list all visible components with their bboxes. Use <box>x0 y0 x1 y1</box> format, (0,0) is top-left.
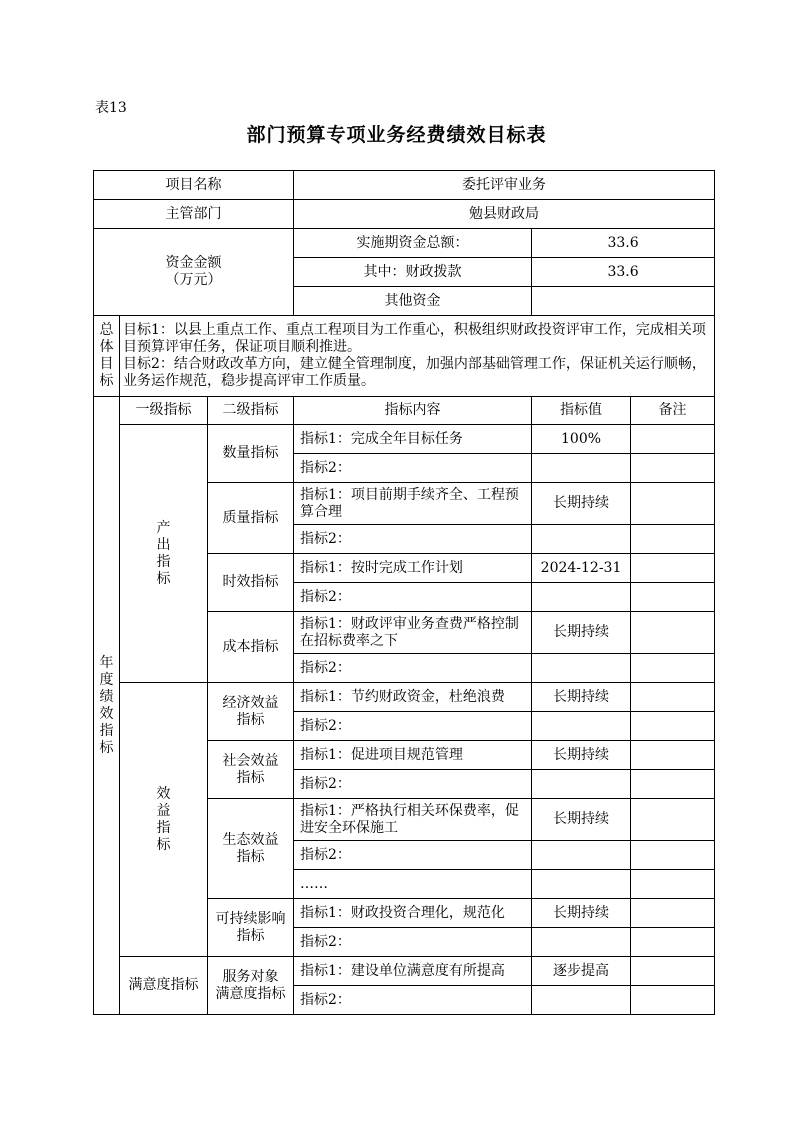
department-value: 勉县财政局 <box>294 200 715 229</box>
funds-other-label: 其他资金 <box>294 287 532 316</box>
indicator-remark <box>631 841 715 870</box>
goal-2: 目标2：结合财政改革方向，建立健全管理制度，加强内部基础管理工作，保证机关运行顺畅，业务运作规范，稳步提高评审工作质量。 <box>123 356 706 389</box>
output-label-char: 出 <box>156 536 171 553</box>
indicator-remark <box>631 741 715 770</box>
indicator-remark <box>631 654 715 683</box>
social-line1: 社会效益 <box>222 752 279 769</box>
indicator-header-row <box>94 397 715 425</box>
indicator-content: 指标2： <box>294 525 532 554</box>
goal-label-char: 目 <box>99 356 114 372</box>
output-label-char: 标 <box>156 570 171 587</box>
indicator-content: 指标1：促进项目规范管理 <box>294 741 532 770</box>
header-remark: 备注 <box>631 397 715 425</box>
social-line2: 指标 <box>236 769 265 786</box>
overall-goals-text <box>120 316 715 397</box>
benefit-label-char: 标 <box>156 836 171 853</box>
indicator-content: 指标1：严格执行相关环保费率，促进安全环保施工 <box>294 799 532 841</box>
funds-fiscal-value: 33.6 <box>532 258 715 287</box>
cost-indicator: 成本指标 <box>208 612 294 683</box>
satisfaction-indicator-label: 满意度指标 <box>120 957 208 1015</box>
output-label-char: 指 <box>156 553 171 570</box>
document-title: 部门预算专项业务经费绩效目标表 <box>246 124 547 146</box>
annual-label-char: 效 <box>99 705 114 722</box>
indicator-content: 指标2： <box>294 928 532 957</box>
indicator-content: 指标1：完成全年目标任务 <box>294 425 532 454</box>
indicator-remark <box>631 928 715 957</box>
funds-label <box>94 229 294 316</box>
indicator-value: 长期持续 <box>532 741 631 770</box>
social-indicator <box>208 741 294 799</box>
performance-target-table <box>93 170 715 1015</box>
goal-label-char: 标 <box>99 373 114 389</box>
overall-goals-label <box>94 316 120 397</box>
indicator-value: 长期持续 <box>532 612 631 654</box>
indicator-content: 指标1：按时完成工作计划 <box>294 554 532 583</box>
project-name-row <box>94 171 715 200</box>
indicator-value <box>532 841 631 870</box>
indicator-remark <box>631 712 715 741</box>
indicator-content: 指标2： <box>294 841 532 870</box>
indicator-remark <box>631 612 715 654</box>
indicator-content: 指标2： <box>294 454 532 483</box>
eco-line2: 指标 <box>236 848 265 865</box>
table-row <box>94 957 715 986</box>
indicator-remark <box>631 986 715 1015</box>
indicator-value: 100% <box>532 425 631 454</box>
indicator-value <box>532 986 631 1015</box>
funds-total-row <box>94 229 715 258</box>
indicator-value <box>532 928 631 957</box>
indicator-content: 指标1：财政投资合理化，规范化 <box>294 899 532 928</box>
indicator-content: 指标1：建设单位满意度有所提高 <box>294 957 532 986</box>
overall-goals-row <box>94 316 715 397</box>
indicator-remark <box>631 483 715 525</box>
indicator-value: 长期持续 <box>532 899 631 928</box>
benefit-label-char: 指 <box>156 819 171 836</box>
indicator-remark <box>631 454 715 483</box>
benefit-indicator-label <box>120 683 208 957</box>
annual-label-char: 指 <box>99 722 114 739</box>
sustainability-indicator <box>208 899 294 957</box>
indicator-value <box>532 525 631 554</box>
indicator-value <box>532 870 631 899</box>
funds-other-value <box>532 287 715 316</box>
indicator-content: 指标1：节约财政资金，杜绝浪费 <box>294 683 532 712</box>
indicator-remark <box>631 899 715 928</box>
indicator-value <box>532 454 631 483</box>
timeliness-indicator: 时效指标 <box>208 554 294 612</box>
goal-1: 目标1：以县上重点工作、重点工程项目为工作重心，积极组织财政投资评审工作，完成相关项目预算评审任务，保证项目顺利推进。 <box>123 322 706 355</box>
annual-label-char: 年 <box>99 654 114 671</box>
service-indicator <box>208 957 294 1015</box>
funds-label-line2: （万元） <box>165 272 222 288</box>
funds-total-label: 实施期资金总额： <box>294 229 532 258</box>
indicator-remark <box>631 799 715 841</box>
output-indicator-label <box>120 425 208 683</box>
header-value: 指标值 <box>532 397 631 425</box>
indicator-value: 逐步提高 <box>532 957 631 986</box>
funds-fiscal-label: 其中：财政拨款 <box>294 258 532 287</box>
indicator-content: 指标2： <box>294 712 532 741</box>
table-number: 表13 <box>95 100 127 116</box>
indicator-value <box>532 654 631 683</box>
goal-label-char: 体 <box>99 339 114 355</box>
service-line1: 服务对象 <box>222 968 279 985</box>
economic-indicator <box>208 683 294 741</box>
indicator-content: …… <box>294 870 532 899</box>
indicator-remark <box>631 583 715 612</box>
economic-line2: 指标 <box>236 711 265 728</box>
indicator-content: 指标1：项目前期手续齐全、工程预算合理 <box>294 483 532 525</box>
quantity-indicator: 数量指标 <box>208 425 294 483</box>
indicator-value: 长期持续 <box>532 483 631 525</box>
indicator-remark <box>631 957 715 986</box>
indicator-remark <box>631 425 715 454</box>
benefit-label-char: 效 <box>156 785 171 802</box>
indicator-remark <box>631 554 715 583</box>
funds-total-value: 33.6 <box>532 229 715 258</box>
header-level1: 一级指标 <box>120 397 208 425</box>
indicator-content: 指标2： <box>294 770 532 799</box>
header-level2: 二级指标 <box>208 397 294 425</box>
indicator-value: 长期持续 <box>532 799 631 841</box>
annual-indicator-label <box>94 397 120 1015</box>
indicator-remark <box>631 770 715 799</box>
table-row <box>94 683 715 712</box>
indicator-content: 指标2： <box>294 583 532 612</box>
indicator-value: 2024-12-31 <box>532 554 631 583</box>
sustain-line1: 可持续影响 <box>215 910 286 927</box>
indicator-remark <box>631 683 715 712</box>
header-content: 指标内容 <box>294 397 532 425</box>
goal-label-char: 总 <box>99 322 114 338</box>
indicator-value: 长期持续 <box>532 683 631 712</box>
indicator-value <box>532 712 631 741</box>
table-row <box>94 425 715 454</box>
benefit-label-char: 益 <box>156 802 171 819</box>
sustain-line2: 指标 <box>236 927 265 944</box>
annual-label-char: 度 <box>99 671 114 688</box>
funds-label-line1: 资金金额 <box>165 255 222 271</box>
department-row <box>94 200 715 229</box>
indicator-remark <box>631 525 715 554</box>
annual-label-char: 绩 <box>99 688 114 705</box>
ecological-indicator <box>208 799 294 899</box>
project-name-label: 项目名称 <box>94 171 294 200</box>
department-label: 主管部门 <box>94 200 294 229</box>
quality-indicator: 质量指标 <box>208 483 294 554</box>
indicator-content: 指标2： <box>294 986 532 1015</box>
indicator-remark <box>631 870 715 899</box>
eco-line1: 生态效益 <box>222 831 279 848</box>
indicator-content: 指标2： <box>294 654 532 683</box>
economic-line1: 经济效益 <box>222 694 279 711</box>
project-name-value: 委托评审业务 <box>294 171 715 200</box>
output-label-char: 产 <box>156 519 171 536</box>
annual-label-char: 标 <box>99 739 114 756</box>
indicator-value <box>532 770 631 799</box>
indicator-value <box>532 583 631 612</box>
service-line2: 满意度指标 <box>215 985 286 1002</box>
indicator-content: 指标1：财政评审业务查费严格控制在招标费率之下 <box>294 612 532 654</box>
